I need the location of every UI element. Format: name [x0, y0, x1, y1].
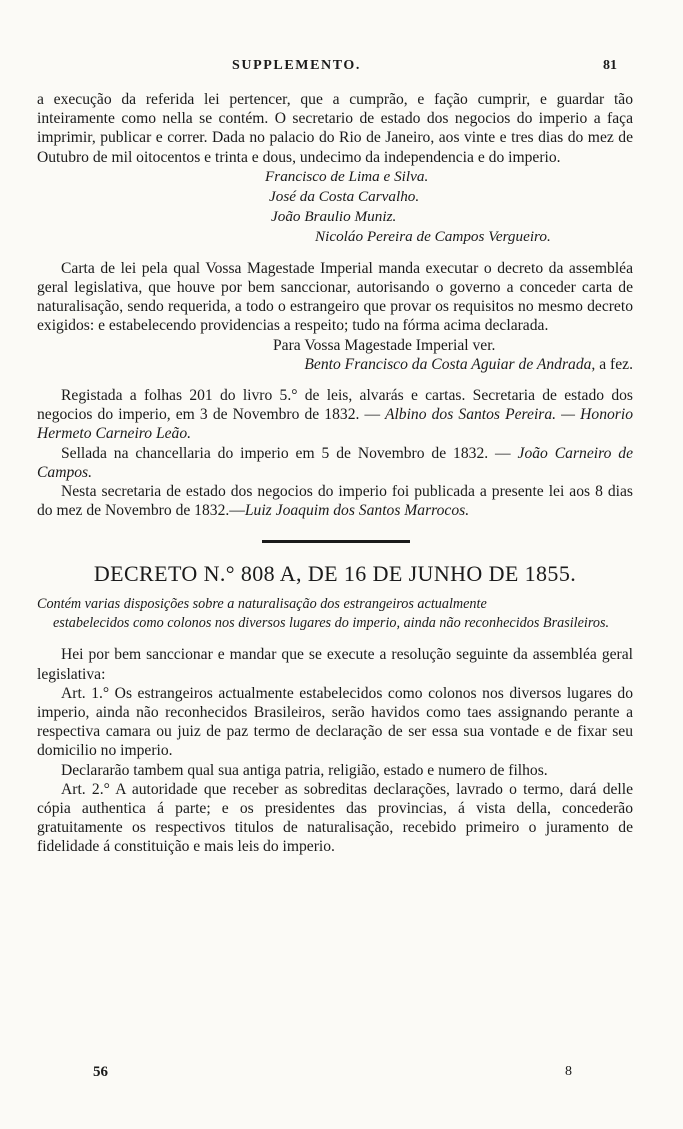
signatory-3: João Braulio Muniz. [271, 207, 397, 225]
registada-text: Registada a folhas 201 do livro 5.° de leis, alvarás e cartas. Secretaria de estado dos negocios do imperio, em 3 de Novembro de 1832. — [37, 387, 633, 424]
publicada-paragraph [37, 482, 633, 520]
signature-mark: 8 [565, 1064, 572, 1079]
section-divider [262, 540, 410, 543]
body-text [37, 90, 633, 857]
decree-summary-first: Contém varias disposições sobre a naturalisação dos estrangeiros actualmente [37, 596, 487, 613]
page-header [37, 58, 633, 82]
decree-title: DECRETO N.° 808 A, DE 16 DE JUNHO DE 1855. [93, 561, 577, 587]
signatories [37, 167, 633, 247]
signatory-2: José da Costa Carvalho. [269, 187, 420, 205]
page-footer [93, 1064, 593, 1086]
author-name: Bento Francisco da Costa Aguiar de Andrada, [304, 355, 596, 373]
article-2: Art. 2.° A autoridade que receber as sobreditas declarações, lavrado o termo, dará delle cópia authentica á parte; e os presidentes das provincias, á vista della, concederão gratuitamente os respectivos titulos de naturalisação, recebido primeiro o juramento de fidelidade á constituição e mais leis do imperio. [37, 780, 633, 856]
carta-paragraph: Carta de lei pela qual Vossa Magestade Imperial manda executar o decreto da assembléa geral legislativa, que houve por bem sanccionar, autorisando o governo a conceder carta de naturalisação, sendo requerida, a todo o estrangeiro que provar os requisitos no mesmo decreto exigidos: e estabelecendo providencias a respeito; tudo na fórma acima declarada. [37, 259, 633, 335]
author-suffix: a fez. [595, 355, 633, 373]
sellada-name: João Carneiro de Campos. [37, 444, 633, 481]
page-number: 81 [603, 58, 617, 73]
signatory-4: Nicoláo Pereira de Campos Vergueiro. [315, 227, 551, 245]
para-line: Para Vossa Magestade Imperial ver. [273, 336, 496, 354]
registada-paragraph [37, 386, 633, 444]
signatory-1: Francisco de Lima e Silva. [265, 167, 429, 185]
publicada-text: Nesta secretaria de estado dos negocios do imperio foi publicada a presente lei aos 8 dias do mez de Novembro de 1832.— [37, 483, 633, 520]
signature-number: 56 [93, 1064, 108, 1080]
publicada-name: Luiz Joaquim dos Santos Marrocos. [244, 502, 470, 520]
running-head: SUPPLEMENTO. [232, 58, 362, 73]
author-line [37, 355, 633, 374]
declararao-paragraph: Declararão tambem qual sua antiga patria, religião, estado e numero de filhos. [61, 761, 548, 779]
preamble-paragraph: Hei por bem sanccionar e mandar que se execute a resolução seguinte da assembléa geral legislativa: [37, 646, 633, 683]
decree-summary [37, 595, 633, 633]
article-1: Art. 1.° Os estrangeiros actualmente estabelecidos como colonos nos diversos lugares do imperio, ainda não reconhecidos Brasileiros, serão havidos como taes assignando perante a respectiva camara ou juiz de paz termo de declaração de ser essa sua vontade e de fixar seu domicilio no imperio. [37, 684, 633, 760]
intro-paragraph: a execução da referida lei pertencer, que a cumprão, e fação cumprir, e guardar tão inteiramente como nella se contém. O secretario de estado dos negocios do imperio a faça imprimir, publicar e correr. Dada no palacio do Rio de Janeiro, aos vinte e tres dias do mez de Outubro de mil oitocentos e trinta e dous, undecimo da independencia e do imperio. [37, 91, 633, 166]
registada-names: Albino dos Santos Pereira. — Honorio Hermeto Carneiro Leão. [37, 406, 634, 443]
decree-summary-rest: estabelecidos como colonos nos diversos lugares do imperio, ainda não reconhecidos Brasileiros. [53, 615, 610, 632]
sellada-paragraph [37, 444, 633, 482]
sellada-text: Sellada na chancellaria do imperio em 5 de Novembro de 1832. — [61, 444, 511, 462]
